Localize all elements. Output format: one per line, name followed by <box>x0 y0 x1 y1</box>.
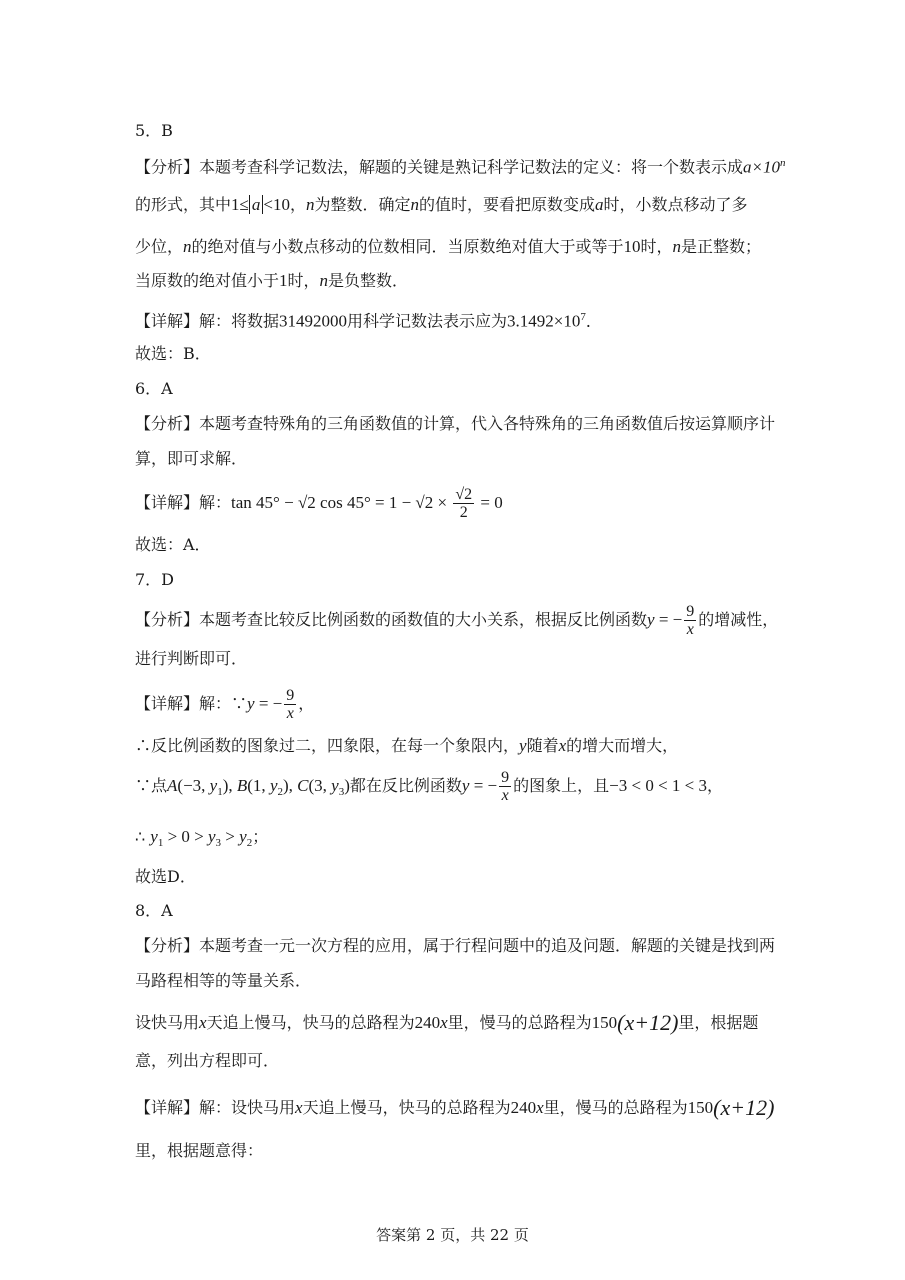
question-5-choice: 故选：B． <box>135 344 211 363</box>
page-footer: 答案第 2 页，共 22 页 <box>376 1226 529 1244</box>
detail-label: 【详解】 <box>135 311 200 331</box>
question-7-number: 7．D <box>135 570 175 589</box>
question-8-analysis-line-1: 【分析】本题考查一元一次方程的应用，属于行程问题中的追及问题．解题的关键是找到两 <box>135 936 776 955</box>
question-5-analysis-line-4: 当原数的绝对值小于1时，n是负整数． <box>135 271 409 290</box>
question-7-analysis-line-1: 【分析】本题考查比较反比例函数的函数值的大小关系，根据反比例函数y = − $\frac{9}{x}$ 的增减性， <box>135 603 779 638</box>
question-5-number: 5．B <box>135 121 173 140</box>
question-5-analysis-line-2: 的形式，其中1≤ a <10，n为整数．确定n的值时，要看把原数变成a时，小数点移动了多 <box>135 195 748 214</box>
question-8-setup-line-2: 意，列出方程即可． <box>135 1051 280 1070</box>
question-7-detail: 【详解】解：∵y = − $\frac{9}{x}$ ， <box>135 687 315 722</box>
question-8-analysis-line-2: 马路程相等的等量关系． <box>135 971 312 990</box>
analysis-label: 【分析】 <box>135 610 200 629</box>
fraction-9-over-x: $\frac{9}{x}$ <box>286 687 295 722</box>
detail-label: 【详解】 <box>135 694 200 713</box>
question-8-setup-line-1: 设快马用x天追上慢马，快马的总路程为240x里，慢马的总路程为150(x+12)里，根据题 <box>135 1010 759 1035</box>
question-7-step-3: ∴ $y_1 > 0 > y_3 > y_2$； <box>135 827 269 850</box>
question-5-analysis-line-3: 少位，n的绝对值与小数点移动的位数相同．当原数绝对值大于或等于10时，n是正整数； <box>135 237 762 256</box>
detail-label: 【详解】 <box>135 1098 200 1117</box>
question-5-detail: 【详解】解：将数据31492000用科学记数法表示应为$3.1492\times 10^7$． <box>135 311 602 331</box>
fraction-9-over-x: $\frac{9}{x}$ <box>501 769 510 804</box>
fraction-sqrt2-over-2: $\frac{√2}{2}$ <box>455 486 473 521</box>
analysis-label: 【分析】 <box>135 414 200 433</box>
question-8-detail-line-1: 【详解】解：设快马用x天追上慢马，快马的总路程为240x里，慢马的总路程为150(x+12) <box>135 1095 775 1120</box>
question-6-number: 6．A <box>135 379 173 398</box>
question-5-analysis-line-1: 【分析】本题考查科学记数法，解题的关键是熟记科学记数法的定义：将一个数表示成$a\times 10^n$ <box>135 157 786 177</box>
question-7-step-1: ∴反比例函数的图象过二，四象限，在每一个象限内，y随着x的增大而增大， <box>135 736 679 755</box>
question-7-choice: 故选D． <box>135 867 196 886</box>
question-6-analysis-line-2: 算，即可求解． <box>135 449 248 468</box>
fraction-9-over-x: $\frac{9}{x}$ <box>686 603 695 638</box>
question-6-analysis-line-1: 【分析】本题考查特殊角的三角函数值的计算，代入各特殊角的三角函数值后按运算顺序计 <box>135 414 776 433</box>
question-7-step-2: ∵点A(−3, $y_1$), B(1, $y_2$), C(3, $y_3$)都在反比例函数y = − $\frac{9}{x}$ 的图象上，且−3 < 0 < 1 < 3， <box>135 769 724 804</box>
analysis-label: 【分析】 <box>135 936 200 955</box>
question-7-analysis-line-2: 进行判断即可． <box>135 649 248 668</box>
analysis-label: 【分析】 <box>135 157 200 177</box>
question-8-detail-line-2: 里，根据题意得： <box>135 1141 264 1160</box>
question-8-number: 8．A <box>135 901 173 920</box>
detail-label: 【详解】 <box>135 493 200 512</box>
question-6-choice: 故选：A． <box>135 535 211 554</box>
question-6-detail: 【详解】解：tan 45° − √2 cos 45° = 1 − √2 × $\frac{√2}{2}$ = 0 <box>135 486 503 521</box>
